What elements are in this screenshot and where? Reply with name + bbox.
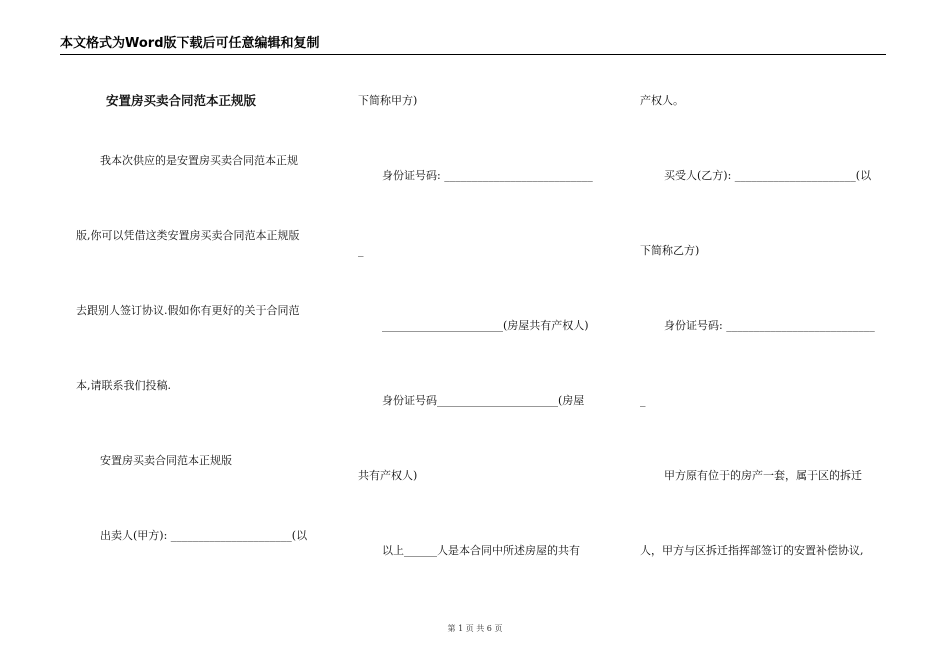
column-3 — [640, 0, 890, 672]
buyer-field: 买受人(乙方): ______________________(以 — [664, 169, 872, 182]
paragraph-line: _ — [358, 244, 364, 257]
page-header: 本文格式为Word版下载后可任意编辑和复制 — [60, 36, 886, 55]
id-number-field: 身份证号码: ___________________________ — [664, 319, 875, 332]
document-title: 安置房买卖合同范本正规版 — [106, 93, 257, 108]
co-owner-field: ______________________(房屋共有产权人) — [382, 319, 589, 332]
paragraph-line: 甲方原有位于的房产一套，属于区的拆迁 — [664, 469, 862, 482]
paragraph-line: 人，甲方与区拆迁指挥部签订的安置补偿协议, — [640, 544, 864, 557]
paragraph-line: 下简称乙方) — [640, 244, 700, 257]
id-number-field: 身份证号码: ___________________________ — [382, 169, 593, 182]
paragraph-line: 产权人。 — [640, 94, 684, 107]
column-2 — [358, 0, 608, 672]
paragraph-line: 以上______人是本合同中所述房屋的共有 — [382, 544, 580, 557]
column-1 — [76, 0, 326, 672]
paragraph-line: 下简称甲方) — [358, 94, 418, 107]
page-number-footer: 第 1 页 共 6 页 — [447, 624, 503, 633]
paragraph-line: 我本次供应的是安置房买卖合同范本正规 — [100, 154, 298, 167]
paragraph-line: 共有产权人) — [358, 469, 418, 482]
section-heading: 安置房买卖合同范本正规版 — [100, 454, 232, 467]
paragraph-line: 版,你可以凭借这类安置房买卖合同范本正规版 — [76, 229, 300, 242]
paragraph-line: _ — [640, 394, 646, 407]
id-number-field: 身份证号码______________________(房屋 — [382, 394, 585, 407]
seller-field: 出卖人(甲方): ______________________(以 — [100, 529, 308, 542]
paragraph-line: 去跟别人签订协议.假如你有更好的关于合同范 — [76, 304, 300, 317]
paragraph-line: 本,请联系我们投稿. — [76, 379, 171, 392]
